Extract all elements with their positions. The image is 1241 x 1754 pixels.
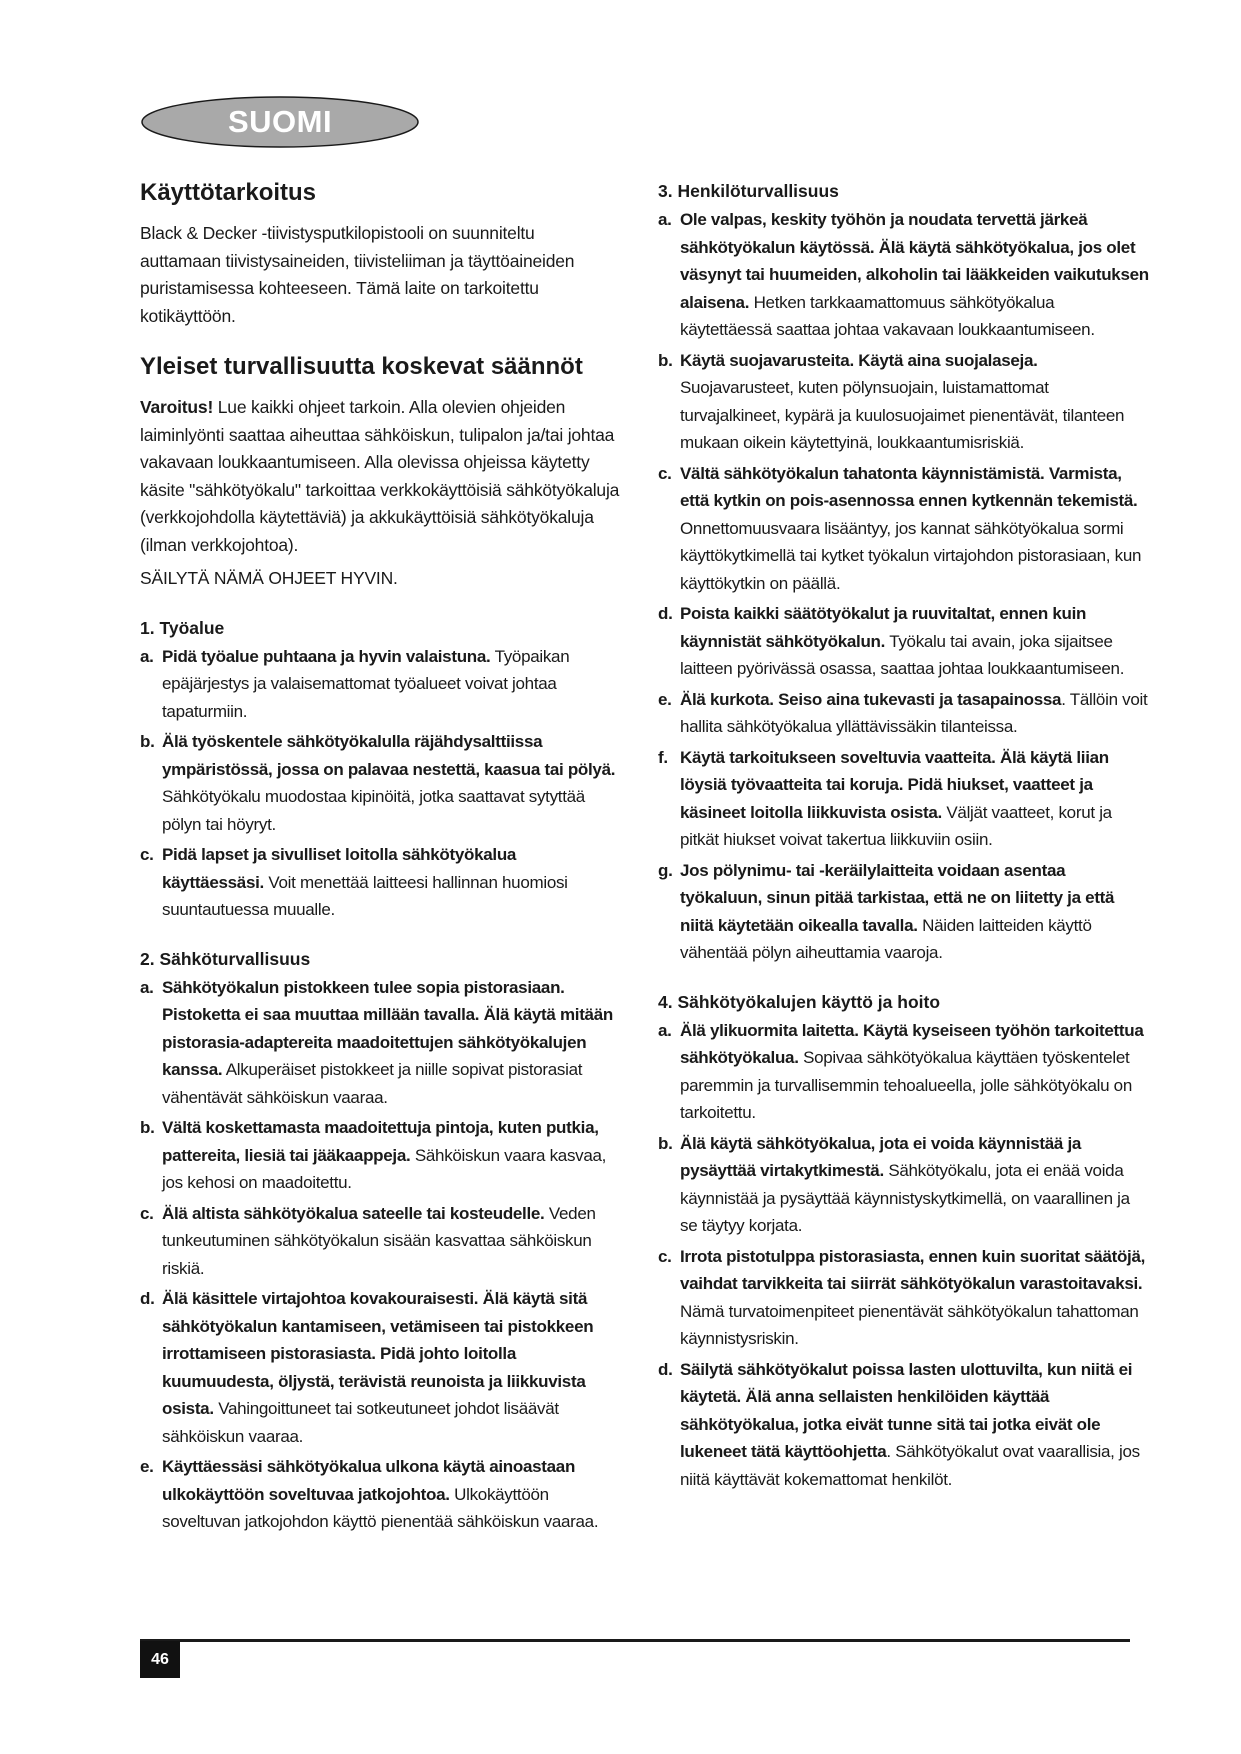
- item-text: Sähkötyökalu, jota ei enää voida käynnistää ja pysäyttää käynnistyskytkimellä, on vaarallinen ja se täytyy korjata.: [680, 1161, 1130, 1235]
- item-bold-text: Pidä työalue puhtaana ja hyvin valaistuna.: [162, 646, 491, 666]
- item-text: Alkuperäiset pistokkeet ja niille sopivat pistorasiat vähentävät sähköiskun vaaraa.: [162, 1060, 583, 1107]
- item-label: c.: [140, 845, 154, 864]
- warning-text: Lue kaikki ohjeet tarkoin. Alla olevien ohjeiden laiminlyönti saattaa aiheuttaa sähköiskun, tulipalon ja/tai johtaa vakavaan loukkaantumiseen. Alla olevissa ohjeissa käytetty käsite "sähkötyökalu" tarkoittaa verkkokäyttöisiä sähkötyökaluja (verkkojohdolla käytettäviä) ja akkukäyttöisiä sähkötyökaluja (ilman verkkojohtoa).: [140, 397, 620, 555]
- item-text: Sähköiskun vaara kasvaa, jos kehosi on maadoitettu.: [162, 1145, 607, 1192]
- item-bold-text: Käytä suojavarusteita. Käytä aina suojalaseja.: [680, 350, 1038, 370]
- item-label: d.: [140, 1289, 155, 1308]
- item-text: Työkalu tai avain, joka sijaitsee laitteen pyörivässä osassa, saattaa johtaa loukkaantumiseen.: [680, 631, 1125, 678]
- item-text: Työpaikan epäjärjestys ja valaisemattomat työalueet voivat johtaa tapaturmiin.: [162, 646, 570, 721]
- item-text: Hetken tarkkaamattomuus sähkötyökalua käytettäessä saattaa johtaa vakavaan loukkaantumiseen.: [680, 292, 1095, 339]
- warning-label: Varoitus!: [140, 397, 214, 417]
- list-item: [140, 1114, 620, 1197]
- list-item: [658, 1356, 1150, 1494]
- section-list: [658, 206, 1150, 967]
- list-item: [658, 600, 1150, 683]
- item-label: a.: [658, 1020, 672, 1040]
- item-bold-text: Älä kurkota. Seiso aina tukevasti ja tasapainossa: [680, 689, 1062, 709]
- section-list: [140, 643, 620, 924]
- list-item: [658, 1130, 1150, 1240]
- item-bold-text: Älä työskentele sähkötyökalulla räjähdysalttiissa ympäristössä, jossa on palavaa nestettä, kaasua tai pölyä.: [162, 732, 616, 779]
- item-label: a.: [140, 646, 154, 666]
- keep-instructions: SÄILYTÄ NÄMÄ OHJEET HYVIN.: [140, 568, 398, 588]
- item-text: Vahingoittuneet tai sotkeutuneet johdot lisäävät sähköiskun vaaraa.: [162, 1399, 559, 1446]
- item-text: . Tällöin voit hallita sähkötyökalua yllättävissäkin tilanteissa.: [680, 689, 1148, 736]
- item-label: b.: [658, 350, 673, 370]
- list-item: [140, 1200, 620, 1283]
- list-item: [140, 728, 620, 838]
- section-heading: 4. Sähkötyökalujen käyttö ja hoito: [658, 991, 941, 1012]
- list-item: [658, 460, 1150, 598]
- item-text: Veden tunkeutuminen sähkötyökalun sisään kasvattaa sähköiskun riskiä.: [162, 1203, 596, 1278]
- item-text: Näiden laitteiden käyttö vähentää pölyn aiheuttamia vaaroja.: [680, 915, 1092, 962]
- item-bold-text: Sähkötyökalun pistokkeen tulee sopia pistorasiaan. Pistoketta ei saa muuttaa millään tavalla. Älä käytä mitään pistorasia-adaptereita maadoitettujen sähkötyökalujen kanssa.: [162, 977, 613, 1079]
- item-bold-text: Vältä sähkötyökalun tahatonta käynnistämistä. Varmista, että kytkin on pois-asennossa ennen kytkennän tekemistä.: [680, 463, 1138, 510]
- item-bold-text: Älä altista sähkötyökalua sateelle tai kosteudelle.: [162, 1203, 545, 1223]
- list-item: [658, 1243, 1150, 1353]
- item-label: a.: [140, 977, 154, 997]
- item-label: c.: [140, 1203, 154, 1223]
- item-label: a.: [658, 210, 672, 229]
- list-item: [140, 643, 620, 726]
- list-item: [140, 1285, 620, 1450]
- right-column: [658, 178, 1150, 1496]
- heading-intended-use: Käyttötarkoitus: [140, 179, 317, 206]
- item-text: Sähkötyökalu muodostaa kipinöitä, jotka saattavat sytyttää pölyn tai höyryt.: [162, 787, 585, 834]
- list-item: [658, 744, 1150, 854]
- list-item: [658, 857, 1150, 967]
- warning-paragraph: [140, 394, 620, 559]
- item-text: Ulkokäyttöön soveltuvan jatkojohdon käyttö pienentää sähköiskun vaaraa.: [162, 1484, 599, 1531]
- item-label: e.: [658, 689, 672, 709]
- item-label: b.: [658, 1133, 673, 1153]
- item-text: Nämä turvatoimenpiteet pienentävät sähkötyökalun tahattoman käynnistysriskin.: [680, 1301, 1139, 1348]
- language-badge: [140, 95, 420, 149]
- section-heading: 2. Sähköturvallisuus: [140, 948, 311, 969]
- list-item: [658, 686, 1150, 741]
- item-bold-text: Pidä lapset ja sivulliset loitolla sähkötyökalua käyttäessäsi.: [162, 845, 517, 892]
- item-bold-text: Käyttäessäsi sähkötyökalua ulkona käytä ainoastaan ulkokäyttöön soveltuvaa jatkojohtoa.: [162, 1457, 576, 1504]
- item-text: Väljät vaatteet, korut ja pitkät hiukset voivat takertua liikkuviin osiin.: [680, 802, 1112, 849]
- item-bold-text: Vältä koskettamasta maadoitettuja pintoja, kuten putkia, pattereita, liesiä tai jääkaappeja.: [162, 1118, 599, 1165]
- item-bold-text: Ole valpas, keskity työhön ja noudata tervettä järkeä sähkötyökalun käytössä. Älä käytä sähkötyökalua, jos olet väsynyt tai huumeiden, alkoholin tai lääkkeiden vaikutuksen alaisena.: [680, 210, 1149, 312]
- item-label: b.: [140, 1118, 155, 1137]
- item-bold-text: Käytä tarkoitukseen soveltuvia vaatteita. Älä käytä liian löysiä työvaatteita tai koruja. Pidä hiukset, vaatteet ja käsineet loitolla liikkuvista osista.: [680, 747, 1109, 822]
- item-text: Voit menettää laitteesi hallinnan huomiosi suuntautuessa muualle.: [162, 872, 568, 919]
- item-label: f.: [658, 747, 668, 767]
- section-heading: 1. Työalue: [140, 617, 225, 638]
- section-heading: 3. Henkilöturvallisuus: [658, 181, 839, 201]
- left-column: [140, 178, 620, 1539]
- item-bold-text: Irrota pistotulppa pistorasiasta, ennen kuin suoritat säätöjä, vaihdat tarvikkeita tai siirrät sähkötyökalun varastoitavaksi.: [680, 1246, 1146, 1293]
- list-item: [658, 1017, 1150, 1127]
- list-item: [140, 841, 620, 924]
- item-text: . Sähkötyökalut ovat vaarallisia, jos niitä käyttävät kokemattomat henkilöt.: [680, 1442, 1140, 1489]
- heading-general-safety: Yleiset turvallisuutta koskevat säännöt: [140, 353, 583, 380]
- footer-rule: [140, 1639, 1130, 1642]
- item-bold-text: Älä käytä sähkötyökalua, jota ei voida käynnistää ja pysäyttää virtakytkimestä.: [680, 1133, 1082, 1180]
- list-item: [658, 206, 1150, 344]
- item-bold-text: Älä käsittele virtajohtoa kovakouraisesti. Älä käytä sitä sähkötyökalun kantamiseen, vetämiseen tai pistokkeen irrottamiseen pistorasiasta. Pidä johto loitolla kuumuudesta, öljystä, terävistä reunoista ja liikkuvista osista.: [162, 1289, 594, 1418]
- language-label: SUOMI: [227, 104, 333, 139]
- item-label: c.: [658, 463, 672, 483]
- page-number: 46: [140, 1641, 180, 1678]
- list-item: [658, 347, 1150, 457]
- item-label: d.: [658, 1359, 673, 1379]
- item-label: d.: [658, 604, 673, 623]
- item-bold-text: Jos pölynimu- tai -keräilylaitteita voidaan asentaa työkaluun, sinun pitää tarkistaa, että ne on liitetty ja että niitä käytetään oikealla tavalla.: [680, 860, 1115, 935]
- item-label: b.: [140, 732, 155, 751]
- item-bold-text: Poista kaikki säätötyökalut ja ruuvitaltat, ennen kuin käynnistät sähkötyökalun.: [680, 604, 1087, 651]
- item-label: g.: [658, 860, 673, 880]
- section-list: [140, 974, 620, 1536]
- item-label: e.: [140, 1457, 154, 1476]
- section-list: [658, 1017, 1150, 1494]
- item-text: Suojavarusteet, kuten pölynsuojain, luistamattomat turvajalkineet, kypärä ja kuulosuojaimet pienentävät, tilanteen mukaan oikein käytettyinä, loukkaantumisriskiä.: [680, 378, 1125, 452]
- item-text: Onnettomuusvaara lisääntyy, jos kannat sähkötyökalua sormi käyttökytkimellä tai kytket työkalun virtajohdon pistorasiaan, kun käyttökytkin on päällä.: [680, 518, 1142, 593]
- item-bold-text: Älä ylikuormita laitetta. Käytä kyseiseen työhön tarkoitettua sähkötyökalua.: [680, 1020, 1144, 1067]
- item-label: c.: [658, 1246, 672, 1266]
- list-item: [140, 974, 620, 1112]
- item-bold-text: Säilytä sähkötyökalut poissa lasten ulottuvilta, kun niitä ei käytetä. Älä anna sellaisten henkilöiden käyttää sähkötyökalua, jotka eivät tunne sitä tai jotka eivät ole lukeneet tätä käyttöohjetta: [680, 1359, 1133, 1461]
- intended-use-text: Black & Decker -tiivistysputkilopistooli on suunniteltu auttamaan tiivistysaineiden, tiivisteliiman ja täyttöaineiden puristamisessa kohteeseen. Tämä laite on tarkoitettu kotikäyttöön.: [140, 223, 575, 326]
- list-item: [140, 1453, 620, 1536]
- item-text: Sopivaa sähkötyökalua käyttäen työskentelet paremmin ja turvallisemmin tehoalueella, jolle sähkötyökalu on tarkoitettu.: [680, 1048, 1132, 1122]
